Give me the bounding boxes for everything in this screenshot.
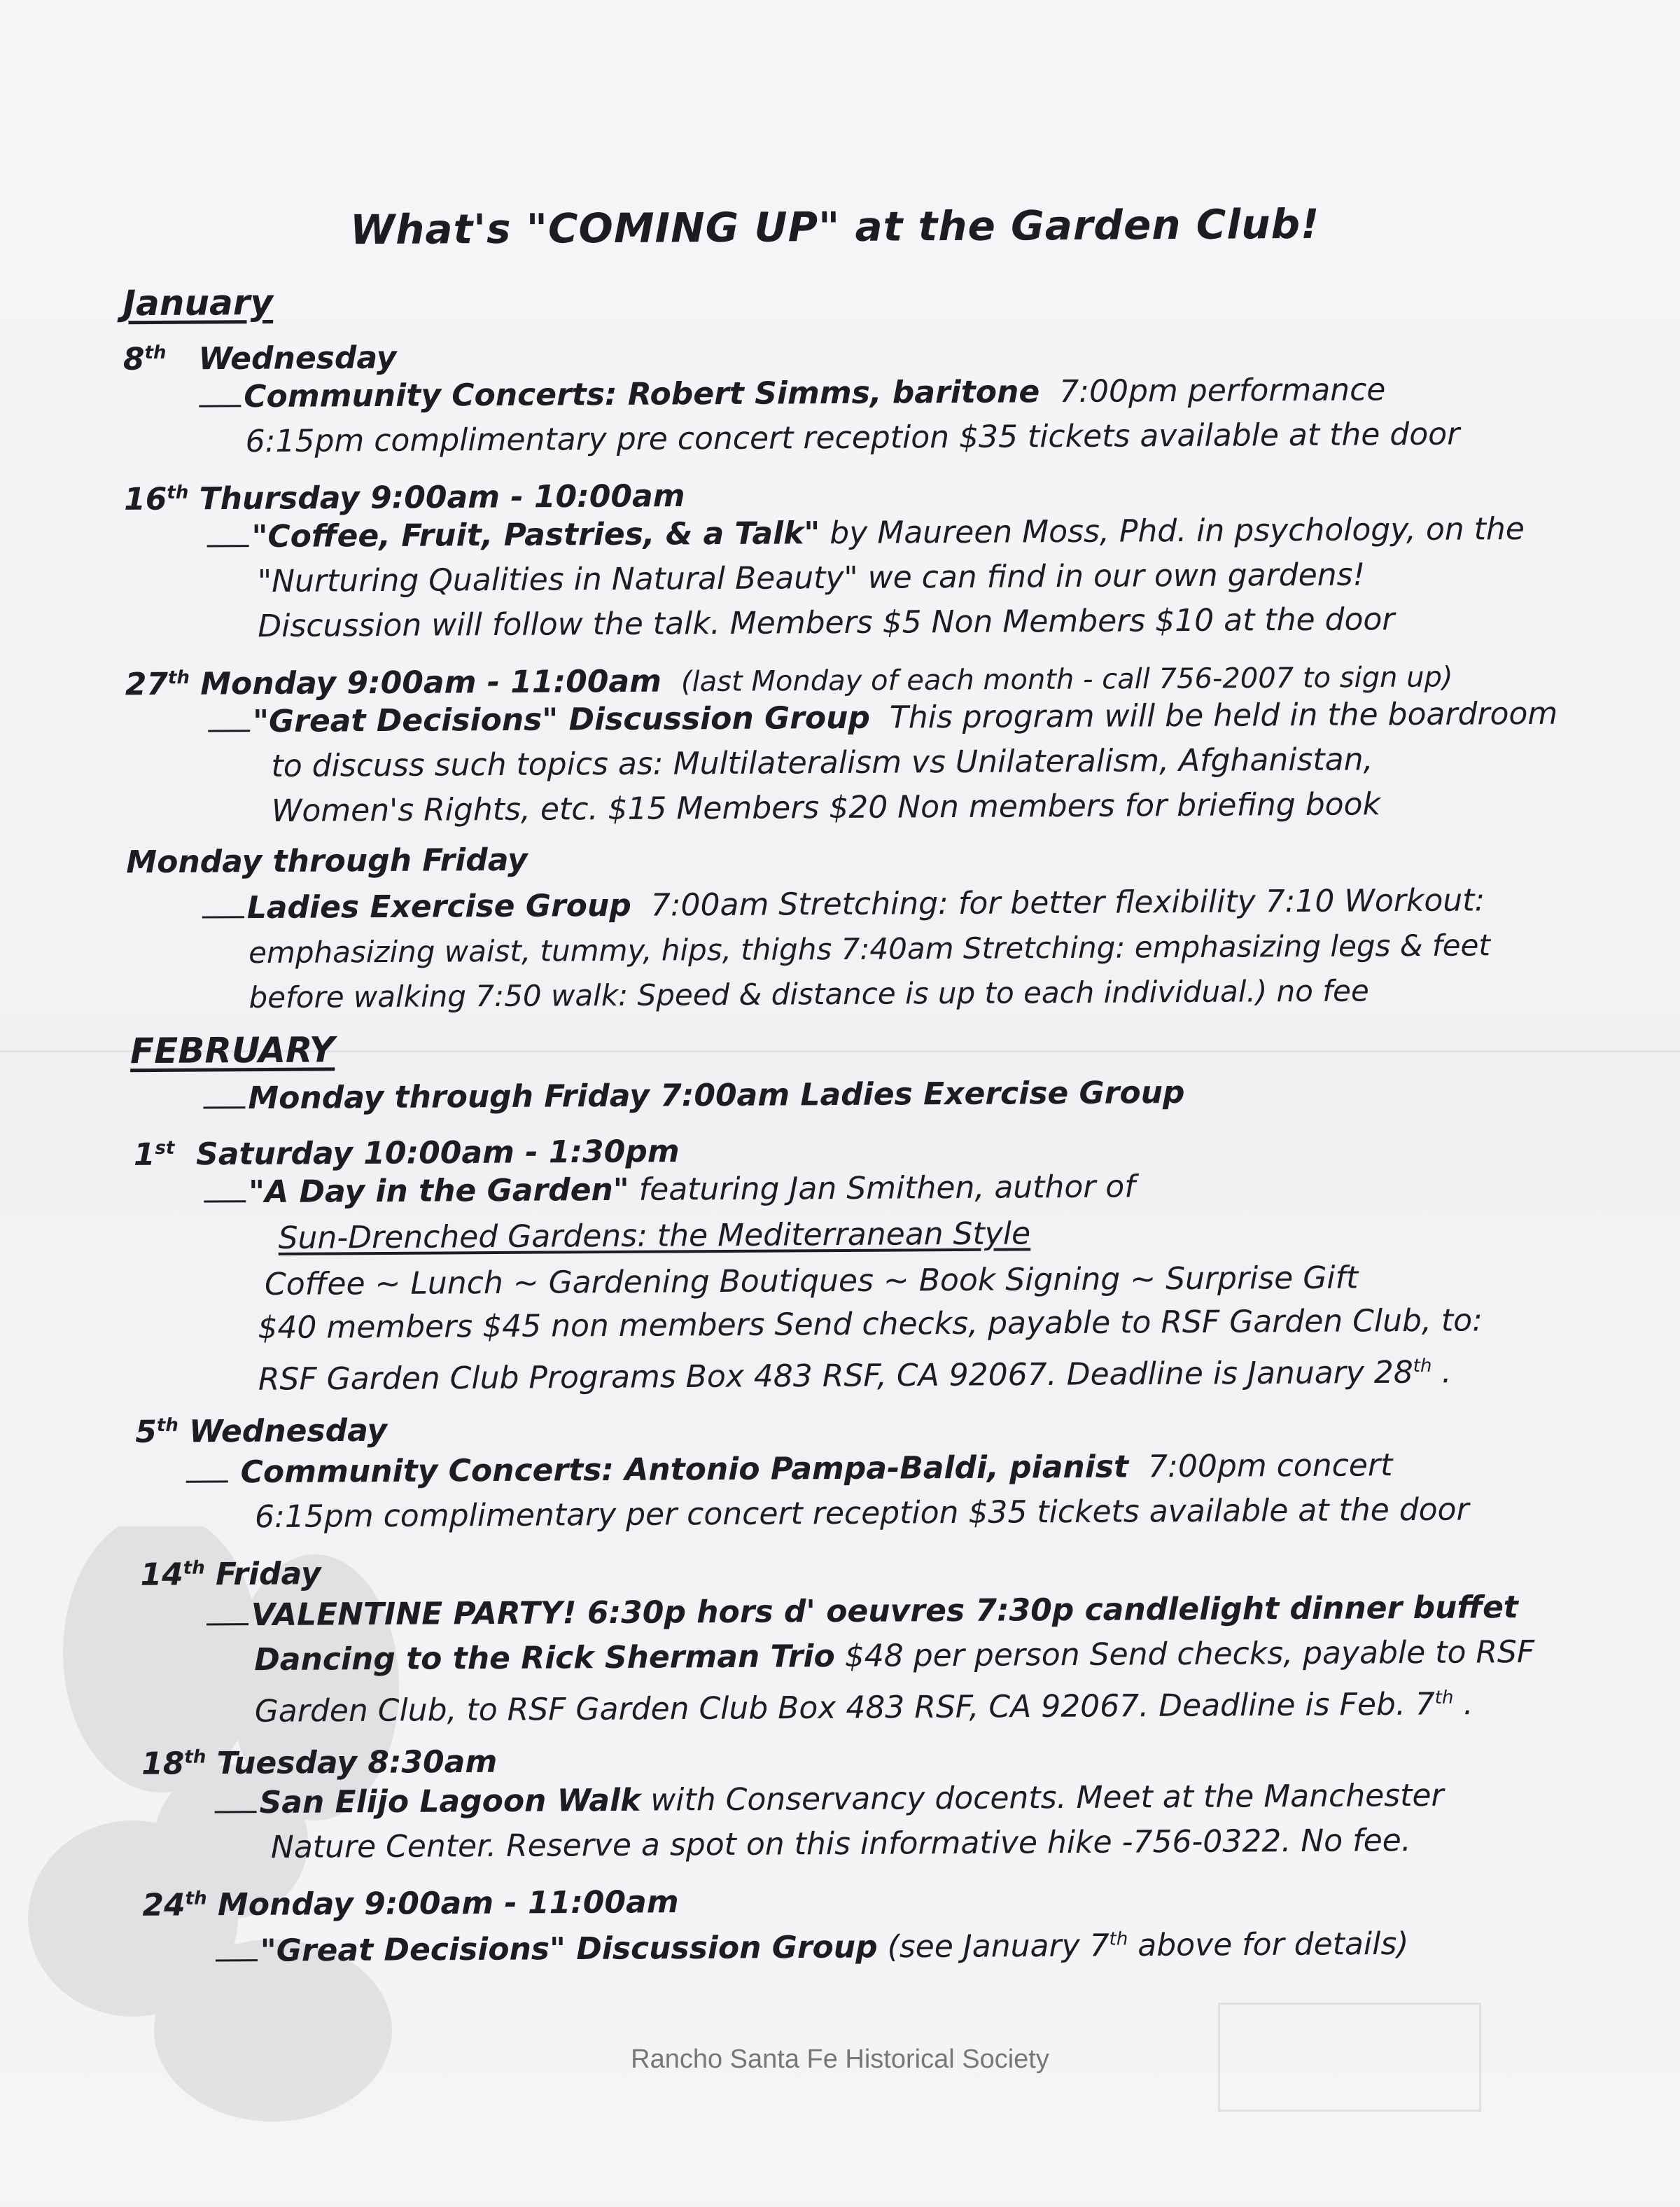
event-line: Women's Rights, etc. $15 Members $20 Non members for briefing book: [271, 786, 1381, 829]
event-line: 6:15pm complimentary pre concert reception $35 tickets available at the door: [245, 416, 1460, 460]
event-date: 5th Wednesday: [135, 1412, 388, 1450]
event-line: VALENTINE PARTY! 6:30p hors d' oeuvres 7:30p candlelight dinner buffet: [206, 1587, 1518, 1636]
event-line: Coffee ~ Lunch ~ Gardening Boutiques ~ Book Signing ~ Surprise Gift: [264, 1260, 1359, 1303]
checkbox-blank: [203, 1106, 245, 1108]
event-line: to discuss such topics as: Multilateralism vs Unilateralism, Afghanistan,: [271, 742, 1373, 784]
book-title: Sun-Drenched Gardens: the Mediterranean Style: [278, 1216, 1031, 1256]
event-line: RSF Garden Club Programs Box 483 RSF, CA 92067. Deadline is January 28th .: [258, 1354, 1452, 1398]
event-line: "Great Decisions" Discussion Group This program will be held in the boardroom: [208, 693, 1558, 744]
event-line: $40 members $45 non members Send checks, payable to RSF Garden Club, to:: [258, 1302, 1483, 1346]
month-heading-february: FEBRUARY: [130, 1029, 335, 1072]
event-line: Nature Center. Reserve a spot on this informative hike -756-0322. No fee.: [270, 1823, 1411, 1865]
event-line: "Coffee, Fruit, Pastries, & a Talk" by Maureen Moss, Phd. in psychology, on the: [206, 508, 1525, 558]
event-date: 16th Thursday 9:00am - 10:00am: [124, 478, 685, 517]
event-line: San Elijo Lagoon Walk with Conservancy docents. Meet at the Manchester: [214, 1775, 1443, 1825]
event-line: 6:15pm complimentary per concert reception $35 tickets available at the door: [254, 1491, 1469, 1536]
checkbox-blank: [206, 1623, 248, 1625]
event-line: Dancing to the Rick Sherman Trio $48 per person Send checks, payable to RSF: [254, 1634, 1535, 1678]
checkbox-blank: [215, 1811, 257, 1813]
event-line: before walking 7:50 walk: Speed & distance is up to each individual.) no fee: [248, 973, 1369, 1015]
event-line: Garden Club, to RSF Garden Club Box 483 RSF, CA 92067. Deadline is Feb. 7th .: [254, 1686, 1474, 1729]
event-date: Monday through Friday: [126, 842, 528, 881]
event-date: 8th Wednesday: [122, 340, 397, 377]
page-title: What's "COMING UP" at the Garden Club!: [349, 200, 1320, 254]
event-date: 1st Saturday 10:00am - 1:30pm: [133, 1134, 680, 1173]
checkbox-blank: [204, 1200, 246, 1202]
checkbox-blank: [186, 1480, 228, 1482]
event-date: 27th Monday 9:00am - 11:00am (last Monday of each month - call 756-2007 to sign up): [125, 661, 1453, 702]
checkbox-blank: [216, 1959, 258, 1961]
checkbox-blank: [207, 545, 249, 547]
event-line: "A Day in the Garden" featuring Jan Smithen, author of: [204, 1166, 1135, 1213]
month-heading-january: January: [122, 281, 274, 324]
checkbox-blank: [202, 916, 244, 918]
checkbox-blank: [208, 730, 250, 732]
event-date: 14th Friday: [140, 1556, 321, 1593]
event-line: Discussion will follow the talk. Members $5 Non Members $10 at the door: [258, 601, 1395, 645]
event-line: Community Concerts: Antonio Pampa-Baldi, pianist 7:00pm concert: [186, 1444, 1392, 1494]
event-line: Community Concerts: Robert Simms, baritone 7:00pm performance: [199, 369, 1385, 418]
event-line: emphasizing waist, tummy, hips, thighs 7:40am Stretching: emphasizing legs & feet: [248, 928, 1491, 970]
event-line: Ladies Exercise Group 7:00am Stretching: for better flexibility 7:10 Workout:: [202, 879, 1485, 929]
event-line: "Nurturing Qualities in Natural Beauty" we can find in our own gardens!: [257, 557, 1366, 600]
event-date: 18th Tuesday 8:30am: [141, 1743, 498, 1782]
event-line: "Great Decisions" Discussion Group (see January 7th above for details): [216, 1916, 1409, 1972]
checkbox-blank: [199, 405, 241, 407]
event-line: Monday through Friday 7:00am Ladies Exercise Group: [203, 1072, 1184, 1120]
archive-credit: Rancho Santa Fe Historical Society: [631, 2045, 1049, 2074]
event-date: 24th Monday 9:00am - 11:00am: [142, 1884, 679, 1923]
